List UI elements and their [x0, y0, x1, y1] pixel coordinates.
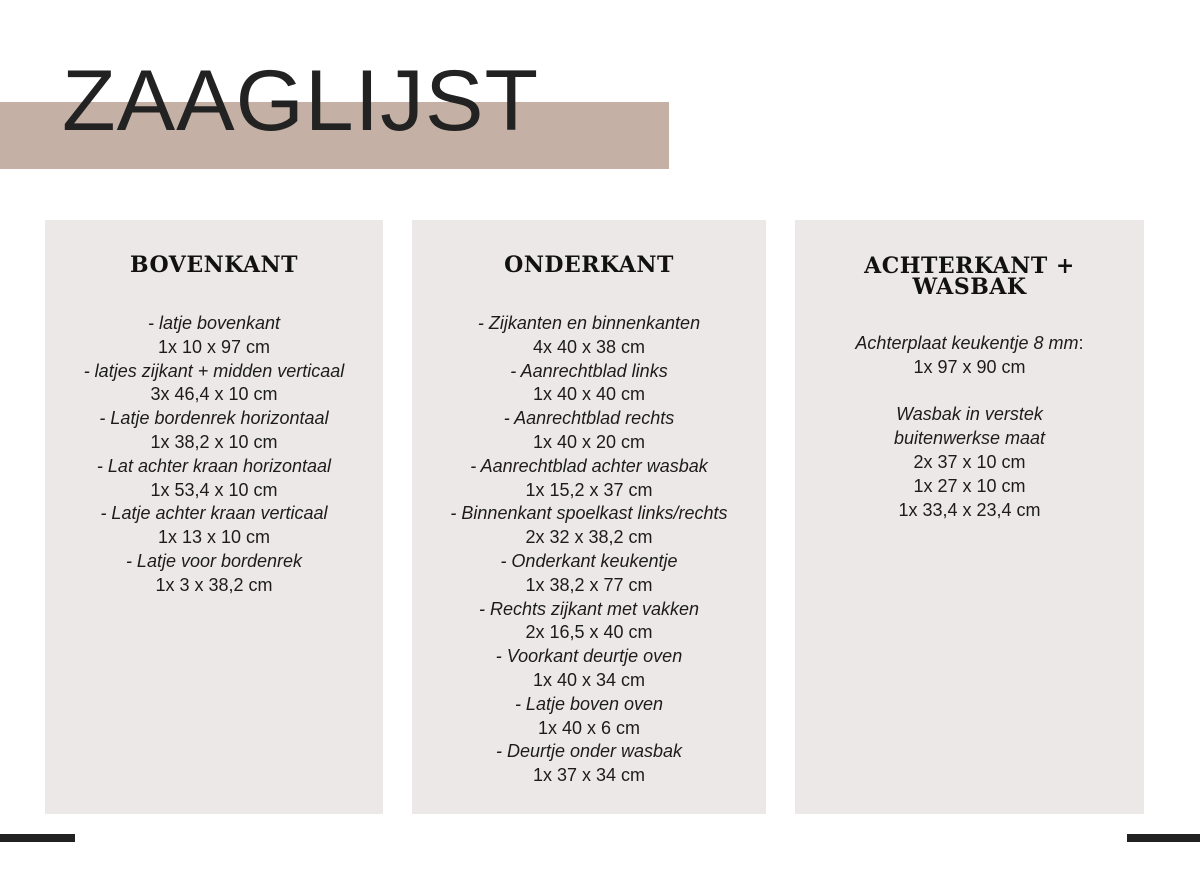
part-dimensions [45, 383, 383, 407]
line-text: - Onderkant keukentje [500, 550, 678, 571]
part-dimensions [412, 479, 766, 503]
part-dimensions [45, 526, 383, 550]
line-text: 2x 16,5 x 40 cm [525, 622, 653, 643]
column-achterkant-wasbak [795, 220, 1144, 814]
part-dimensions [795, 451, 1144, 475]
spacer [795, 380, 1144, 404]
line-text: - Aanrechtblad links [510, 360, 668, 381]
part-dimensions [795, 356, 1144, 380]
line-text: 1x 3 x 38,2 cm [155, 574, 273, 595]
cut-list [412, 312, 766, 788]
part-description [412, 455, 766, 479]
line-text: - Aanrechtblad achter wasbak [470, 455, 708, 476]
line-text: - Aanrechtblad rechts [503, 408, 675, 429]
line-text: 1x 38,2 x 77 cm [525, 574, 653, 595]
line-text: 1x 27 x 10 cm [913, 475, 1026, 496]
column-bovenkant [45, 220, 383, 814]
part-dimensions [412, 383, 766, 407]
line-text: - Latje voor bordenrek [125, 550, 303, 571]
part-dimensions [412, 669, 766, 693]
line-text: 1x 15,2 x 37 cm [525, 479, 653, 500]
line-text: 2x 37 x 10 cm [913, 451, 1026, 472]
part-description [412, 312, 766, 336]
column-heading: ONDERKANT [504, 252, 674, 278]
line-text: 1x 38,2 x 10 cm [150, 431, 278, 452]
part-description [45, 455, 383, 479]
line-text: - Latje achter kraan verticaal [100, 503, 328, 524]
line-text: - Zijkanten en binnenkanten [477, 313, 701, 333]
line-text: - Latje bordenrek horizontaal [99, 408, 329, 429]
line-suffix: : [1078, 333, 1084, 353]
column-heading [795, 220, 1144, 298]
part-dimensions [45, 431, 383, 455]
part-description [45, 550, 383, 574]
column-heading-line: WASBAK [912, 274, 1027, 300]
line-text: 1x 10 x 97 cm [157, 336, 271, 357]
line-text: - Binnenkant spoelkast links/rechts [450, 503, 728, 524]
line-text: 1x 37 x 34 cm [532, 765, 646, 786]
column-heading-line: ACHTERKANT + [864, 253, 1075, 279]
line-text: - Voorkant deurtje oven [495, 646, 683, 667]
part-description [412, 645, 766, 669]
line-text: - Lat achter kraan horizontaal [96, 455, 332, 476]
cut-list [45, 312, 383, 598]
cut-list [795, 332, 1144, 522]
part-description [795, 427, 1144, 451]
footer-bar-left [0, 834, 75, 842]
line-text: 1x 33,4 x 23,4 cm [898, 499, 1041, 520]
line-text: 1x 13 x 10 cm [157, 527, 271, 548]
part-description [45, 502, 383, 526]
part-dimensions [412, 526, 766, 550]
column-onderkant [412, 220, 766, 814]
part-description [412, 360, 766, 384]
line-text: 1x 40 x 20 cm [532, 431, 646, 452]
page-title: ZAAGLIJST [62, 53, 540, 149]
part-dimensions [45, 479, 383, 503]
part-description [45, 312, 383, 336]
footer-bar-right [1127, 834, 1200, 842]
line-text: Achterplaat keukentje 8 mm [855, 333, 1079, 353]
line-text: - latje bovenkant [147, 313, 281, 333]
line-text: 1x 53,4 x 10 cm [150, 479, 278, 500]
line-text: 4x 40 x 38 cm [532, 336, 646, 357]
part-description [412, 693, 766, 717]
part-dimensions [412, 764, 766, 788]
part-dimensions [412, 336, 766, 360]
part-dimensions [795, 499, 1144, 523]
part-dimensions [412, 621, 766, 645]
part-description [795, 403, 1144, 427]
line-text: - Rechts zijkant met vakken [478, 598, 700, 619]
line-text: 1x 40 x 6 cm [537, 717, 641, 738]
line-text: buitenwerkse maat [893, 428, 1046, 449]
part-description [45, 407, 383, 431]
part-description [45, 360, 383, 384]
part-dimensions [45, 336, 383, 360]
part-description [412, 598, 766, 622]
part-description [412, 407, 766, 431]
line-text: - Deurtje onder wasbak [495, 741, 683, 762]
part-dimensions [412, 717, 766, 741]
part-description [412, 502, 766, 526]
line-text: - Latje boven oven [514, 693, 664, 714]
part-dimensions [412, 431, 766, 455]
line-text: 3x 46,4 x 10 cm [150, 384, 278, 405]
part-dimensions [795, 475, 1144, 499]
line-text: - latjes zijkant + midden verticaal [83, 360, 345, 381]
part-dimensions [45, 574, 383, 598]
line-text: 1x 40 x 34 cm [532, 669, 646, 690]
line-text: 1x 97 x 90 cm [913, 356, 1026, 377]
part-dimensions [412, 574, 766, 598]
line-text: 1x 40 x 40 cm [532, 384, 646, 405]
part-description [412, 550, 766, 574]
line-text: 2x 32 x 38,2 cm [525, 527, 653, 548]
column-heading: BOVENKANT [129, 252, 298, 278]
part-description [795, 332, 1144, 356]
line-text: Wasbak in verstek [896, 404, 1043, 425]
part-description [412, 740, 766, 764]
